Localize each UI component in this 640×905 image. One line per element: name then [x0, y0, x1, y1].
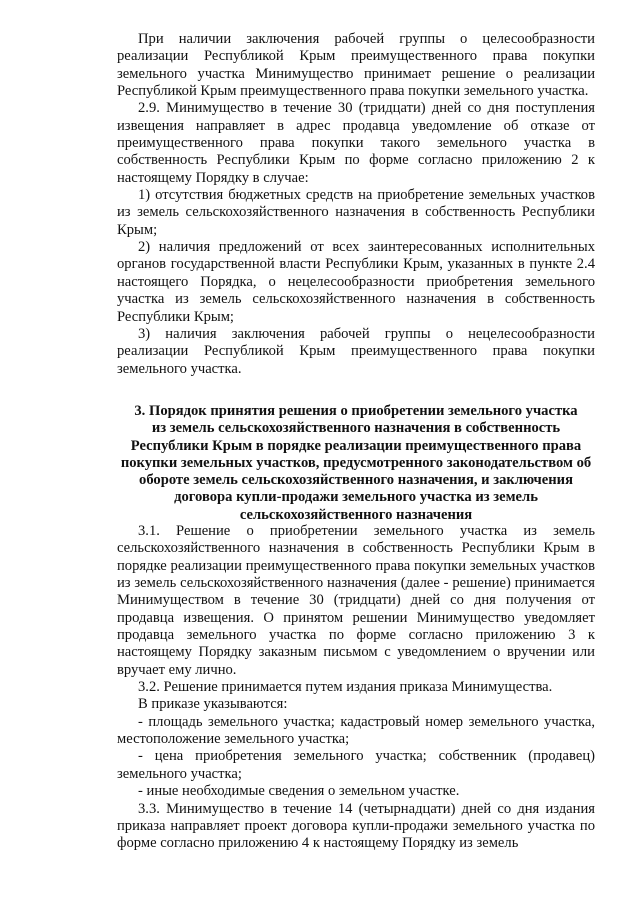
heading-line: Республики Крым в порядке реализации преимущественного права — [130, 437, 582, 454]
paragraph-order-item-area: - площадь земельного участка; кадастровый номер земельного участка, местоположение земельного участка; — [117, 713, 595, 748]
paragraph-working-group-approval: При наличии заключения рабочей группы о целесообразности реализации Республикой Крым преимущественного права покупки земельного участка Минимущество принимает решение о реализации Республикой Крым преимущественного права покупки земельного участка. — [117, 31, 595, 100]
paragraph-order-contents-intro: В приказе указываются: — [138, 696, 288, 713]
paragraph-3-1: 3.1. Решение о приобретении земельного участка из земель сельскохозяйственного назначения в собственность Республики Крым в порядке реализации преимущественного права покупки земельных участков из земель сельскохозяйственного назначения (далее - решение) принимается Минимуществом в течение 30 (тридцати) дней со дня получения от продавца извещения. О принятом решении Минимущество уведомляет продавца земельного участка по форме согласно приложению 3 к настоящему Порядку заказным письмом с уведомлением о вручении или вручает ему лично. — [117, 523, 595, 678]
heading-line: 3. Порядок принятия решения о приобретении земельного участка — [134, 403, 578, 419]
heading-line: обороте земель сельскохозяйственного назначения, и заключения — [139, 472, 573, 489]
section-3-body — [117, 523, 595, 853]
paragraph-2-9-item-2: 2) наличия предложений от всех заинтересованных исполнительных органов государственной власти Республики Крым, указанных в пункте 2.4 настоящего Порядка, о нецелесообразности приобретения земельного участка из земель сельскохозяйственного назначения в собственность Республики Крым; — [117, 239, 595, 325]
paragraph-3-2: 3.2. Решение принимается путем издания приказа Минимущества. — [138, 679, 553, 696]
paragraph-2-9-item-3: 3) наличия заключения рабочей группы о нецелесообразности реализации Республикой Крым преимущественного права покупки земельного участка. — [117, 325, 595, 377]
heading-line: договора купли-продажи земельного участка из земель — [174, 489, 538, 506]
paragraph-order-item-other: - иные необходимые сведения о земельном участке. — [138, 783, 460, 800]
paragraph-2-9: 2.9. Минимущество в течение 30 (тридцати) дней со дня поступления извещения направляет в адрес продавца уведомление об отказе от преимущественного права покупки такого земельного участка в собственность Республики Крым по форме согласно приложению 2 к настоящему Порядку в случае: — [117, 100, 595, 186]
heading-line: из земель сельскохозяйственного назначения в собственность — [151, 420, 561, 437]
paragraph-order-item-price: - цена приобретения земельного участка; собственник (продавец) земельного участка; — [117, 748, 595, 782]
paragraph-3-3: 3.3. Минимущество в течение 14 (четырнадцати) дней со дня издания приказа направляет проект договора купли-продажи земельного участка по форме согласно приложению 4 к настоящему Порядку из земель — [117, 800, 595, 852]
heading-line: покупки земельных участков, предусмотренного законодательством об — [120, 454, 592, 471]
paragraphs-before-section — [117, 31, 595, 378]
heading-line: сельскохозяйственного назначения — [239, 506, 473, 523]
section-3-heading — [117, 403, 595, 524]
paragraph-2-9-item-1: 1) отсутствия бюджетных средств на приобретение земельных участков из земель сельскохозяйственного назначения в собственность Республики Крым; — [117, 187, 595, 238]
